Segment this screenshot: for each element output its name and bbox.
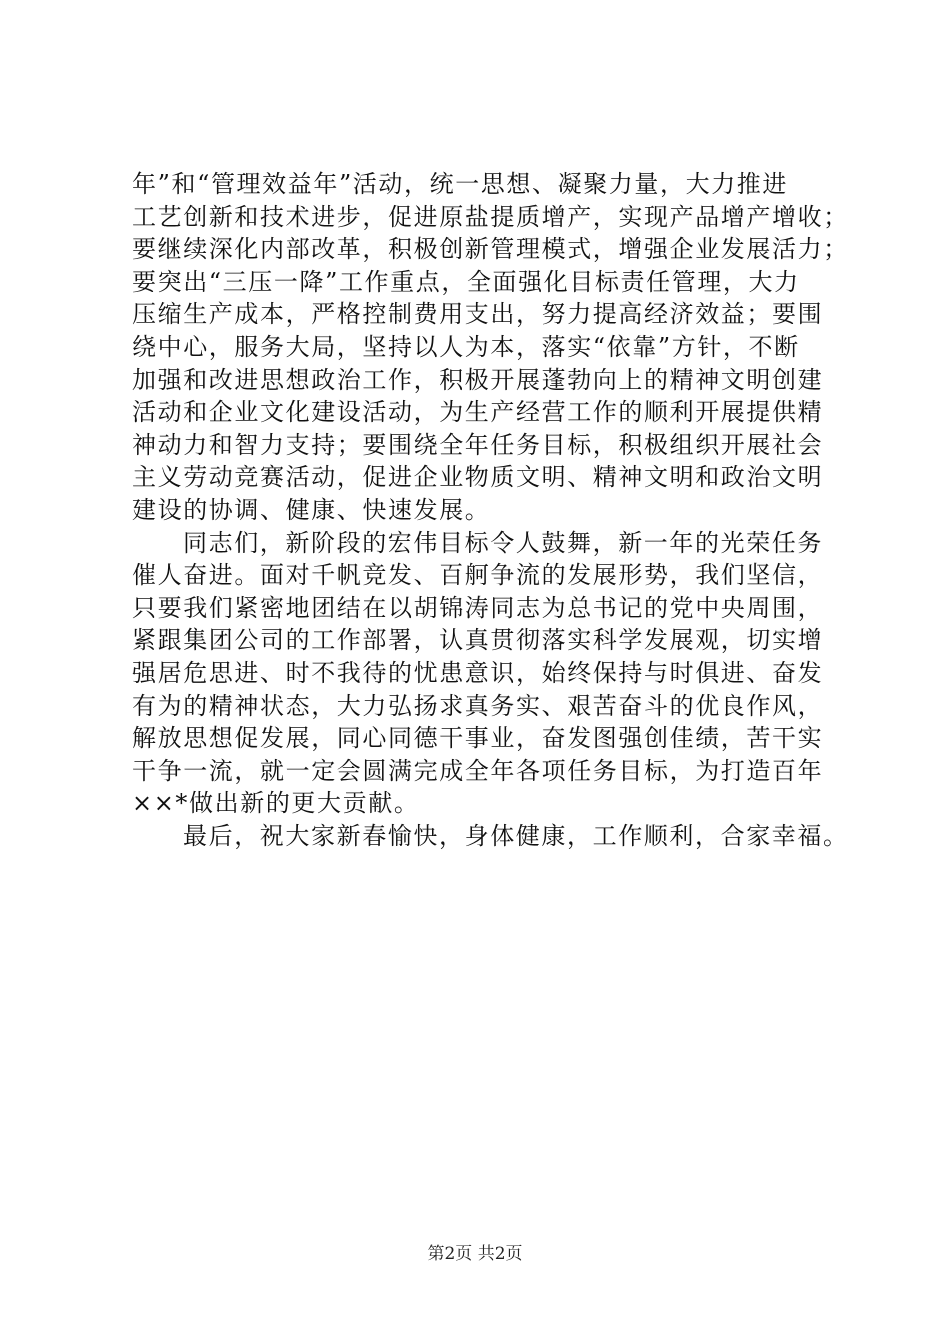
text-line: 解放思想促发展，同心同德干事业，奋发图强创佳绩，苦干实 [132,724,824,753]
text-line: 主义劳动竞赛活动，促进企业物质文明、精神文明和政治文明 [132,463,824,492]
text-line: 只要我们紧密地团结在以胡锦涛同志为总书记的党中央周围， [132,593,824,622]
text-line: 建设的协调、健康、快速发展。 [132,495,491,524]
text-line: 年”和“管理效益年”活动，统一思想、凝聚力量，大力推进 [132,170,789,198]
text-line: 压缩生产成本，严格控制费用支出，努力提高经济效益；要围 [132,300,824,329]
paragraph-start-line: 同志们，新阶段的宏伟目标令人鼓舞，新一年的光荣任务 [183,528,823,557]
text-line: 强居危思进、时不我待的忧患意识，始终保持与时俱进、奋发 [132,658,824,687]
text-line: 绕中心，服务大局，坚持以人为本，落实“依靠”方针，不断 [132,332,800,361]
page-footer: 第2页 共2页 [427,1244,523,1264]
text-line: 有为的精神状态，大力弘扬求真务实、艰苦奋斗的优良作风， [132,691,824,720]
paragraph-start-line: 最后，祝大家新春愉快，身体健康，工作顺利，合家幸福。 [183,821,849,850]
body-text [132,168,849,852]
text-line: 工艺创新和技术进步，促进原盐提质增产，实现产品增产增收； [132,202,849,231]
text-line: 催人奋进。面对千帆竞发、百舸争流的发展形势，我们坚信， [132,561,824,590]
text-line: 加强和改进思想政治工作，积极开展蓬勃向上的精神文明创建 [132,365,824,394]
text-line: 紧跟集团公司的工作部署，认真贯彻落实科学发展观，切实增 [132,626,824,655]
text-line: 要继续深化内部改革，积极创新管理模式，增强企业发展活力； [132,235,849,264]
text-line: ××*做出新的更大贡献。 [132,789,420,818]
text-line: 要突出“三压一降”工作重点，全面强化目标责任管理，大力 [132,267,800,296]
text-line: 干争一流，就一定会圆满完成全年各项任务目标，为打造百年 [132,756,824,785]
text-line: 神动力和智力支持；要围绕全年任务目标，积极组织开展社会 [132,430,824,459]
text-line: 活动和企业文化建设活动，为生产经营工作的顺利开展提供精 [132,398,824,427]
